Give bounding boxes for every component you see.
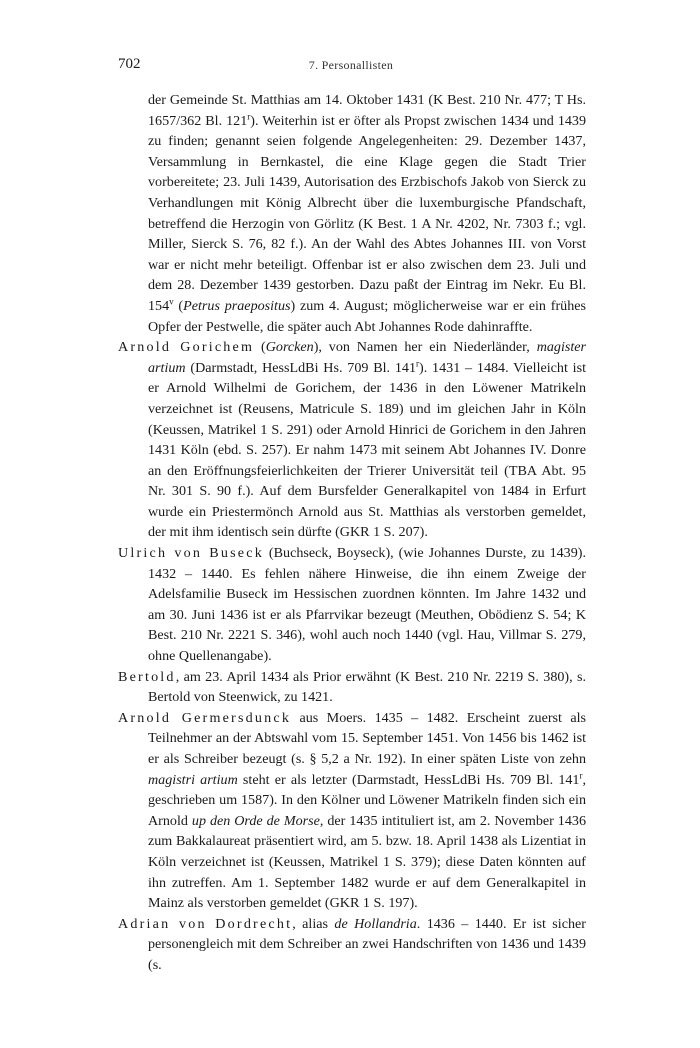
text-span: steht er als letzter (Darmstadt, HessLdBi Hs. 709 Bl. 141 <box>237 771 580 788</box>
superscript: r <box>247 110 251 121</box>
text-span: ) zum 4. August; möglicherweise war er ein frühes Opfer der Pestwelle, die später auch Abt Johannes Rode dahinraffte. <box>148 297 586 335</box>
text-span: , alias <box>292 915 335 932</box>
text-span: ). 1431 – 1484. Vielleicht ist er Arnold Wilhelmi de Gorichem, der 1436 in den Löwener Matrikeln verzeichnet ist (Reusens, Matricule S. 189) und im gleichen Jahr in Köln (Keussen, Matrikel 1 S. 291) oder Arnold Hinrici de Gorichem in den Jahren 1431 Köln (ebd. S. 257). Er nahm 1473 mit seinem Abt Johannes IV. Donre an den Eröffnungsfeierlichkeiten der Trierer Universität teil (TBA Abt. 95 Nr. 301 S. 90 f.). Auf dem Bursfelder Generalkapitel von 1484 in Erfurt wurde ein Priestermönch Arnold aus St. Matthias als verstorben gemeldet, der mit ihm identisch sein dürfte (GKR 1 S. 207). <box>148 359 586 541</box>
superscript: r <box>416 358 420 369</box>
italic-text: magistri artium <box>148 771 238 788</box>
italic-text: de Hollandria <box>334 915 417 932</box>
italic-text: Petrus praepositus <box>183 297 291 314</box>
continued-paragraph <box>118 90 586 337</box>
italic-text: magister artium <box>148 339 587 376</box>
entry-name: Arnold Gorichem <box>118 339 255 356</box>
entry-name: Adrian von Dordrecht <box>118 915 293 932</box>
text-span: ( <box>254 339 266 356</box>
superscript: v <box>169 296 174 307</box>
entry-ulrich-von-buseck <box>118 543 586 667</box>
text-span: (Buchseck, Boyseck), (wie Johannes Durste, zu 1439). 1432 – 1440. Es fehlen nähere Hinweise, die ihn einem Zweige der Adelsfamilie Buseck im Hessischen zuordnen könnten. Im Jahre 1432 und am 30. Juni 1436 ist er als Pfarrvikar bezeugt (Meuthen, Obödienz S. 54; K Best. 210 Nr. 2221 S. 346), wohl auch noch 1440 (vgl. Hau, Villmar S. 279, ohne Quellenangabe). <box>148 545 586 665</box>
entry-name: Ulrich von Buseck <box>118 545 264 562</box>
text-span: , der 1435 intituliert ist, am 2. November 1436 zum Bakkalaureat präsentiert wird, am 5. bzw. 18. April 1438 als Lizentiat in Köln verzeichnet ist (Keussen, Matrikel 1 S. 379); diese Daten könnten auf ihn zutreffen. Am 1. September 1482 wurde er auf dem Generalkapitel in Mainz als verstorben gemeldet (GKR 1 S. 197). <box>148 812 586 912</box>
text-span: ). Weiterhin ist er öfter als Propst zwischen 1434 und 1439 zu finden; genannt seien folgende Angelegenheiten: 29. Dezember 1437, Versammlung in Bernkastel, die eine Klage gegen die Stadt Trier vorbereitete; 23. Juli 1439, Autorisation des Erzbischofs Jakob von Sierck zu Verhandlungen mit König Albrecht über die luxemburgische Pfandschaft, betreffend die Herzogin von Görlitz (K Best. 1 A Nr. 4202, Nr. 7303 f.; vgl. Miller, Sierck S. 76, 82 f.). An der Wahl des Abtes Johannes III. von Vorst war er nicht mehr beteiligt. Offenbar ist er also zwischen dem 23. Juli und dem 28. Dezember 1439 gestorben. Dazu paßt der Eintrag im Nekr. Eu Bl. 154 <box>148 112 587 314</box>
page-header <box>118 56 584 76</box>
entry-name: Bertold <box>118 668 176 685</box>
entry-name: Arnold Germersdunck <box>118 709 292 726</box>
text-span: (Darmstadt, HessLdBi Hs. 709 Bl. 141 <box>185 359 417 376</box>
entry-bertold <box>118 667 586 708</box>
superscript: r <box>579 769 583 780</box>
text-span: der Gemeinde St. Matthias am 14. Oktober 1431 (K Best. 210 Nr. 477; T Hs. 1657/362 Bl. 121 <box>148 92 586 129</box>
text-span: . 1436 – 1440. Er ist sicher personengleich mit dem Schreiber an zwei Handschriften von 1436 und 1439 (s. <box>148 915 586 973</box>
page-number: 702 <box>118 56 141 72</box>
text-span: ), von Namen her ein Niederländer, <box>313 339 537 356</box>
text-body <box>118 90 586 976</box>
text-span: , geschrieben um 1587). In den Kölner und Löwener Matrikeln finden sich ein Arnold <box>148 771 586 829</box>
italic-text: up den Orde de Morse <box>191 812 320 829</box>
text-span: , am 23. April 1434 als Prior erwähnt (K Best. 210 Nr. 2219 S. 380), s. Bertold von Steenwick, zu 1421. <box>148 668 586 706</box>
text-span: ( <box>173 297 184 314</box>
entry-adrian-von-dordrecht <box>118 914 586 976</box>
entry-arnold-germersdunck <box>118 708 586 914</box>
text-span: aus Moers. 1435 – 1482. Erscheint zuerst als Teilnehmer an der Abtswahl vom 15. September 1451. Von 1456 bis 1462 ist er als Schreiber bezeugt (s. § 5,2 a Nr. 192). In einer späten Liste von zehn <box>148 709 586 767</box>
italic-text: Gorcken <box>265 339 314 356</box>
running-head: 7. Personallisten <box>308 58 394 72</box>
entry-arnold-gorichem <box>118 337 586 543</box>
